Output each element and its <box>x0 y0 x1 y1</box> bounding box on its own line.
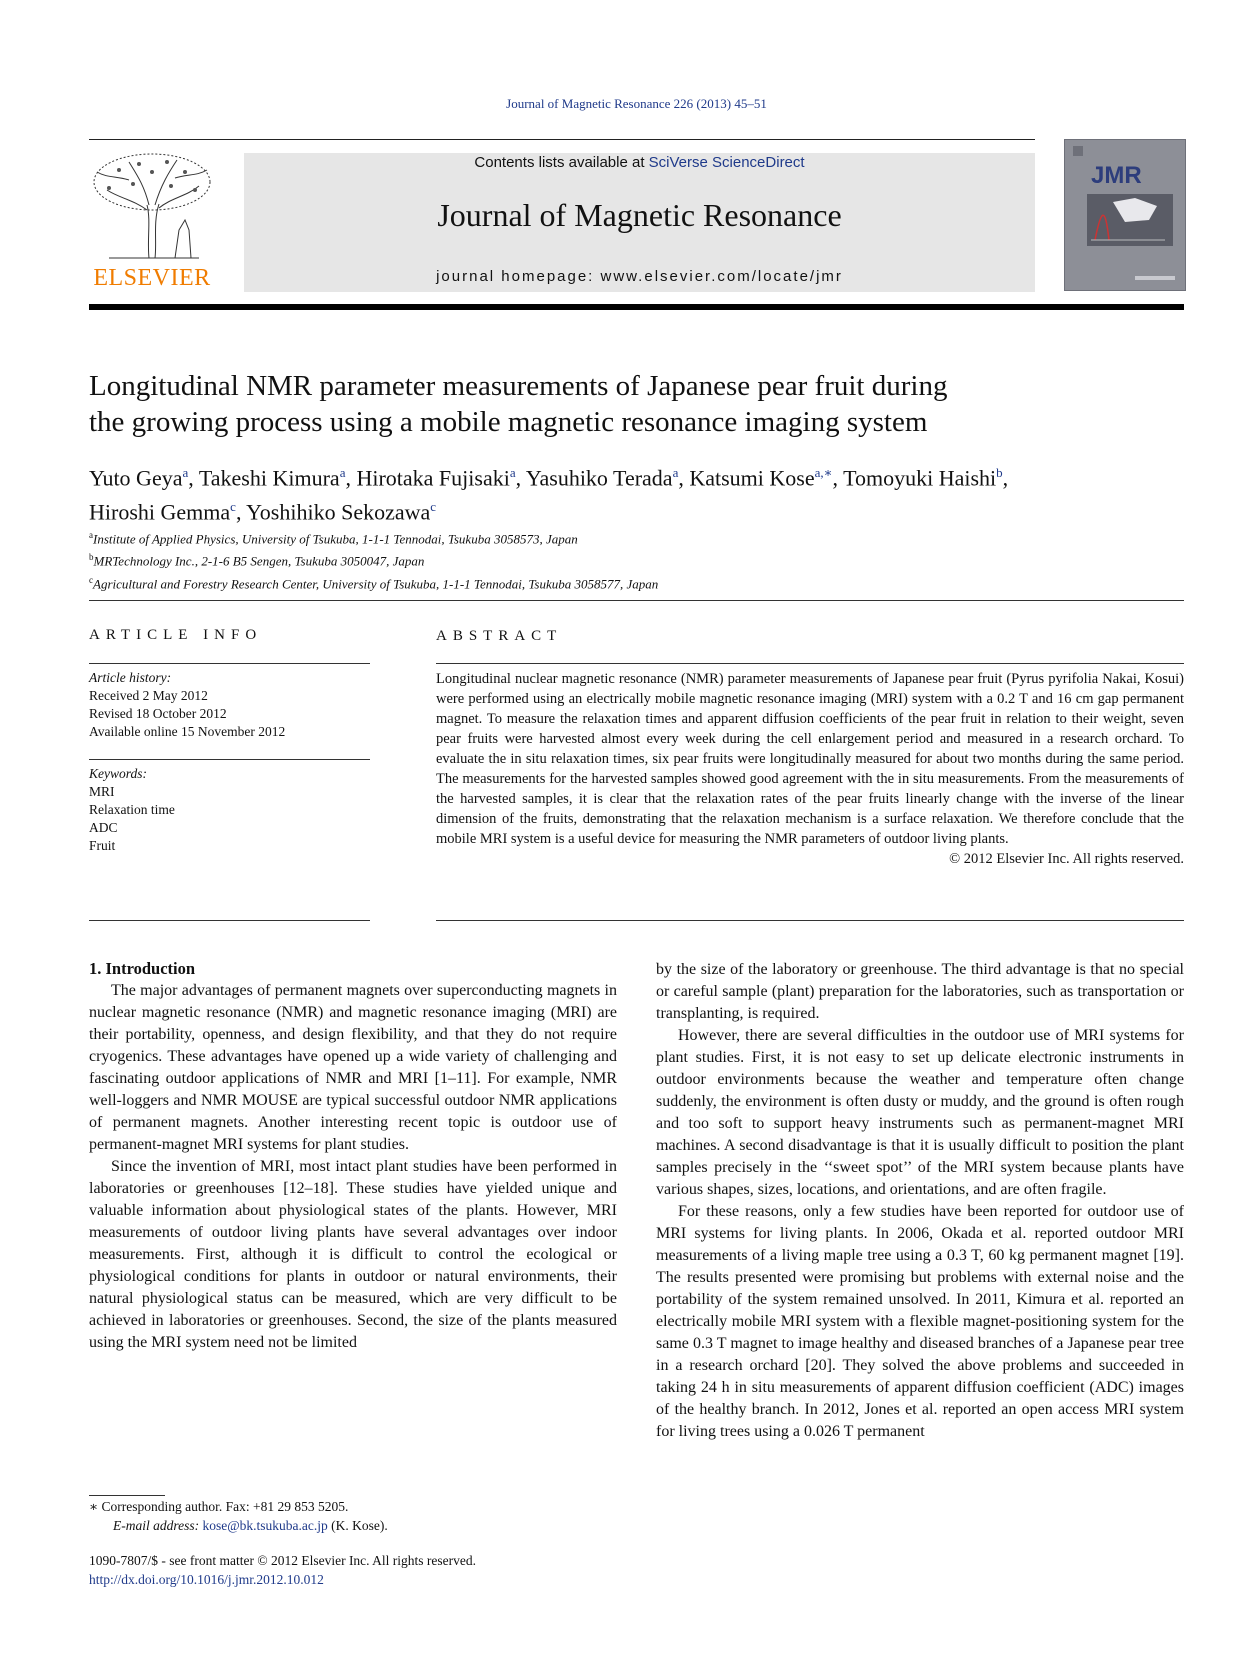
email-label: E-mail address: <box>113 1518 203 1533</box>
abstract-copyright: © 2012 Elsevier Inc. All rights reserved. <box>949 851 1184 867</box>
author-line-1 <box>89 458 1189 492</box>
affiliation-item <box>89 571 1189 593</box>
footnote-rule <box>89 1495 165 1496</box>
header-top-rule <box>89 139 1035 140</box>
abstract-body <box>436 669 1184 869</box>
elsevier-wordmark: ELSEVIER <box>93 265 211 291</box>
affiliation-marker: b <box>89 552 94 563</box>
author-affiliation-marker[interactable]: c <box>230 499 236 515</box>
author-affiliation-marker[interactable]: a <box>182 465 189 480</box>
received-date: Received 2 May 2012 <box>89 688 208 703</box>
article-history <box>89 669 369 741</box>
author-affiliation-marker[interactable]: a <box>509 465 516 480</box>
keyword-item: Relaxation time <box>89 802 175 817</box>
body-paragraph: Since the invention of MRI, most intact plant studies have been performed in laboratories or greenhouses [12–18]. These studies have yielded unique and valuable information about physiological states of the plants. However, MRI measurements of outdoor living plants have several advantages over indoor measurements. First, although it is difficult to control the ecological or physiological conditions for plants in outdoor or natural environments, their natural physiological status can be measured, which are very difficult to be achieved in laboratories or greenhouses. Second, the size of the plants measured using the MRI system need not be limited <box>89 1158 617 1351</box>
keyword-item: MRI <box>89 784 115 799</box>
journal-masthead <box>244 153 1035 292</box>
author-separator: , <box>832 465 844 491</box>
author-name: Yasuhiko Terada <box>525 465 673 491</box>
body-paragraph: However, there are several difficulties in the outdoor use of MRI systems for plant studies. First, it is not easy to set up delicate electronic instruments in outdoor environments because the weather and temperature often change suddenly, the environment is often dusty or muddy, and the ground is often rough and too soft to support heavy instruments such as permanent-magnet MRI machines. A second disadvantage is that it is usually difficult to position the plant samples precisely in the ‘‘sweet spot’’ of the MRI system because plants have various shapes, sizes, locations, and orientations, and are often fragile. <box>656 1027 1184 1198</box>
author-affiliation-marker[interactable]: a,∗ <box>814 465 833 480</box>
online-date: Available online 15 November 2012 <box>89 724 286 739</box>
abstract-paragraph: Longitudinal nuclear magnetic resonance (NMR) parameter measurements of Japanese pear fruit (Pyrus pyrifolia Nakai, Kosui) were performed using an electrically mobile magnetic resonance imaging (MRI) system with a 0.2 T and 16 cm gap permanent magnet. To measure the relaxation times and apparent diffusion coefficients of the pear fruit in relation to their weight, seven pear fruits were harvested almost every week during the cell enlargement period and measured in a research orchard. To evaluate the in situ relaxation times, six pear fruits were longitudinally measured for about two months during the same period. The measurements for the harvested samples showed good agreement with the in situ measurements. From the measurements of the harvested samples, it is clear that the relaxation rates of the pear fruits linearly change with the inverse of the linear dimension of the fruits, demonstrating that the relaxation mechanism is a surface relaxation. We therefore conclude that the mobile MRI system is a useful device for measuring the NMR parameters of outdoor living plants. <box>436 671 1184 847</box>
body-paragraph: by the size of the laboratory or greenhouse. The third advantage is that no special or careful sample (plant) preparation for the laboratories, such as transportation or transplanting, is required. <box>656 961 1184 1022</box>
author-separator: , <box>678 465 690 491</box>
affiliation-text: MRTechnology Inc., 2-1-6 B5 Sengen, Tsukuba 3050047, Japan <box>93 553 425 569</box>
affiliation-marker: c <box>89 574 93 585</box>
journal-citation[interactable]: Journal of Magnetic Resonance 226 (2013) 45–51 <box>506 96 767 111</box>
email-link[interactable]: kose@bk.tsukuba.ac.jp <box>202 1518 328 1533</box>
author-affiliation-marker[interactable]: a <box>672 465 679 480</box>
cover-title: JMR <box>1091 162 1142 189</box>
history-label: Article history: <box>89 670 172 685</box>
author-name: Tomoyuki Haishi <box>843 465 997 491</box>
title-line-2: the growing process using a mobile magnetic resonance imaging system <box>89 406 928 438</box>
keywords-label: Keywords: <box>89 766 147 781</box>
elsevier-logo[interactable] <box>89 150 215 292</box>
front-matter-line: 1090-7807/$ - see front matter © 2012 Elsevier Inc. All rights reserved. <box>89 1553 477 1568</box>
article-info-rule <box>89 663 370 664</box>
author-affiliation-marker[interactable]: a <box>339 465 346 480</box>
journal-homepage[interactable]: journal homepage: www.elsevier.com/locate/jmr <box>436 268 843 285</box>
paper-title <box>89 368 1189 440</box>
journal-name: Journal of Magnetic Resonance <box>437 197 842 233</box>
article-info-heading: ARTICLE INFO <box>89 627 263 643</box>
author-separator: , <box>515 465 526 491</box>
front-matter <box>89 1551 689 1589</box>
header-thick-rule <box>89 304 1184 310</box>
body-paragraph: The major advantages of permanent magnets over superconducting magnets in nuclear magnetic resonance (NMR) and magnetic resonance imaging (MRI) are their portability, openness, and design flexibility, and that they do not require cryogenics. These advantages have opened up a wide variety of challenging and fascinating outdoor applications of NMR and MRI [1–11]. For example, NMR well-loggers and NMR MOUSE are typical successful outdoor NMR applications of permanent magnets. Another interesting recent topic is outdoor use of permanent-magnet MRI systems for plant studies. <box>89 982 617 1153</box>
affiliation-item <box>89 526 1189 548</box>
journal-cover-thumbnail[interactable] <box>1064 139 1186 291</box>
body-paragraph: For these reasons, only a few studies have been reported for outdoor use of MRI systems for living plants. In 2006, Okada et al. reported outdoor MRI measurements of a living maple tree using a 0.3 T, 60 kg permanent magnet [19]. The results presented were promising but problems with external noise and the portability of the system remained unsolved. In 2011, Kimura et al. reported an electrically mobile MRI system with a flexible magnet-positioning system for the same 0.3 T magnet to image healthy and diseased branches of a Japanese pear tree in a research orchard [20]. They solved the above problems and succeeded in taking 24 h in situ measurements of apparent diffusion coefficient (ADC) images of the healthy branch. In 2012, Jones et al. reported an open access MRI system for living trees using a 0.026 T permanent <box>656 1203 1184 1440</box>
affiliation-marker: a <box>89 530 93 540</box>
keywords <box>89 765 369 855</box>
abstract-rule <box>436 663 1184 664</box>
author-name: Yoshihiko Sekozawa <box>246 499 431 525</box>
author-name: Hirotaka Fujisaki <box>356 465 510 491</box>
keyword-item: ADC <box>89 820 118 835</box>
affiliation-text: Institute of Applied Physics, University of Tsukuba, 1-1-1 Tennodai, Tsukuba 3058573, Japan <box>93 531 578 547</box>
author-affiliation-marker[interactable]: b <box>996 465 1003 480</box>
abstract-bottom-rule <box>436 920 1184 921</box>
email-suffix: (K. Kose). <box>327 1518 388 1533</box>
contents-line <box>244 153 1035 171</box>
author-name: Katsumi Kose <box>689 465 815 491</box>
title-bottom-rule <box>89 600 1184 601</box>
section-heading-introduction: 1. Introduction <box>89 959 196 978</box>
affiliation-item <box>89 548 1189 570</box>
author-name: Takeshi Kimura <box>198 465 340 491</box>
author-separator: , <box>1002 465 1009 491</box>
corresponding-author-line: ∗ Corresponding author. Fax: +81 29 853 5205. <box>89 1499 349 1514</box>
author-name: Hiroshi Gemma <box>89 499 231 525</box>
contents-prefix: Contents lists available at <box>474 154 649 171</box>
article-info-bottom-rule <box>89 920 370 921</box>
affiliation-text: Agricultural and Forestry Research Center, University of Tsukuba, 1-1-1 Tennodai, Tsukuba 3058577, Japan <box>93 575 659 591</box>
elsevier-tree-icon <box>89 150 215 262</box>
keyword-item: Fruit <box>89 838 116 853</box>
author-separator: , <box>188 465 199 491</box>
affiliation-list <box>89 526 1189 593</box>
author-separator: , <box>345 465 357 491</box>
corresponding-author-footnote <box>89 1497 617 1535</box>
abstract-heading: ABSTRACT <box>436 628 563 644</box>
title-line-1: Longitudinal NMR parameter measurements of Japanese pear fruit during <box>89 370 948 402</box>
email-line <box>89 1516 617 1535</box>
body-column-right <box>656 959 1184 1443</box>
author-list <box>89 458 1189 527</box>
author-line-2 <box>89 492 1189 526</box>
body-column-left <box>89 958 617 1354</box>
sciencedirect-link[interactable]: SciVerse ScienceDirect <box>648 154 805 171</box>
author-name: Yuto Geya <box>89 465 183 491</box>
revised-date: Revised 18 October 2012 <box>89 706 227 721</box>
cover-art-icon <box>1065 140 1185 290</box>
doi-link[interactable]: http://dx.doi.org/10.1016/j.jmr.2012.10.012 <box>89 1572 324 1587</box>
author-affiliation-marker[interactable]: c <box>430 499 437 515</box>
author-separator: , <box>235 499 247 525</box>
keywords-rule <box>89 759 370 760</box>
